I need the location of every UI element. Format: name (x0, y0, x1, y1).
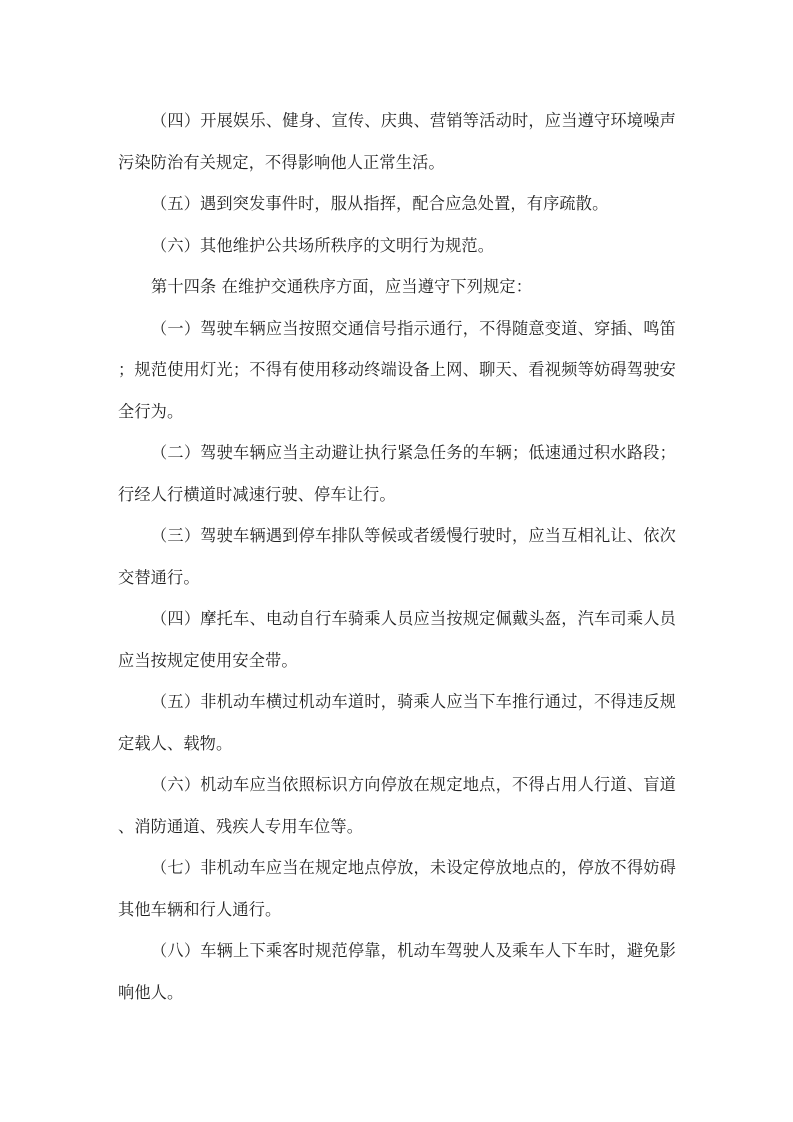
paragraph-traffic-item-4: （四）摩托车、电动自行车骑乘人员应当按规定佩戴头盔，汽车司乘人员应当按规定使用安全带。 (118, 609, 676, 670)
document-body (118, 100, 676, 1013)
paragraph-traffic-item-8: （八）车辆上下乘客时规范停靠，机动车驾驶人及乘车人下车时，避免影响他人。 (118, 941, 676, 1002)
paragraph-traffic-item-7: （七）非机动车应当在规定地点停放，未设定停放地点的，停放不得妨碍其他车辆和行人通行。 (118, 858, 676, 919)
paragraph-traffic-item-6: （六）机动车应当依照标识方向停放在规定地点，不得占用人行道、盲道、消防通道、残疾人专用车位等。 (118, 775, 676, 836)
paragraph-traffic-item-5: （五）非机动车横过机动车道时，骑乘人应当下车推行通过，不得违反规定载人、载物。 (118, 692, 676, 753)
paragraph-item-6-other: （六）其他维护公共场所秩序的文明行为规范。 (151, 235, 495, 255)
paragraph-traffic-item-1: （一）驾驶车辆应当按照交通信号指示通行，不得随意变道、穿插、鸣笛；规范使用灯光；不得有使用移动终端设备上网、聊天、看视频等妨碍驾驶安全行为。 (118, 318, 676, 421)
paragraph-item-5-emergency: （五）遇到突发事件时，服从指挥，配合应急处置，有序疏散。 (151, 194, 609, 213)
paragraph-traffic-item-2: （二）驾驶车辆应当主动避让执行紧急任务的车辆；低速通过积水路段；行经人行横道时减速行驶、停车让行。 (118, 443, 676, 504)
paragraph-item-4-entertainment: （四）开展娱乐、健身、宣传、庆典、营销等活动时，应当遵守环境噪声污染防治有关规定，不得影响他人正常生活。 (118, 111, 676, 172)
paragraph-traffic-item-3: （三）驾驶车辆遇到停车排队等候或者缓慢行驶时，应当互相礼让、依次交替通行。 (118, 526, 676, 587)
article-14-heading: 第十四条 在维护交通秩序方面，应当遵守下列规定： (151, 277, 533, 296)
